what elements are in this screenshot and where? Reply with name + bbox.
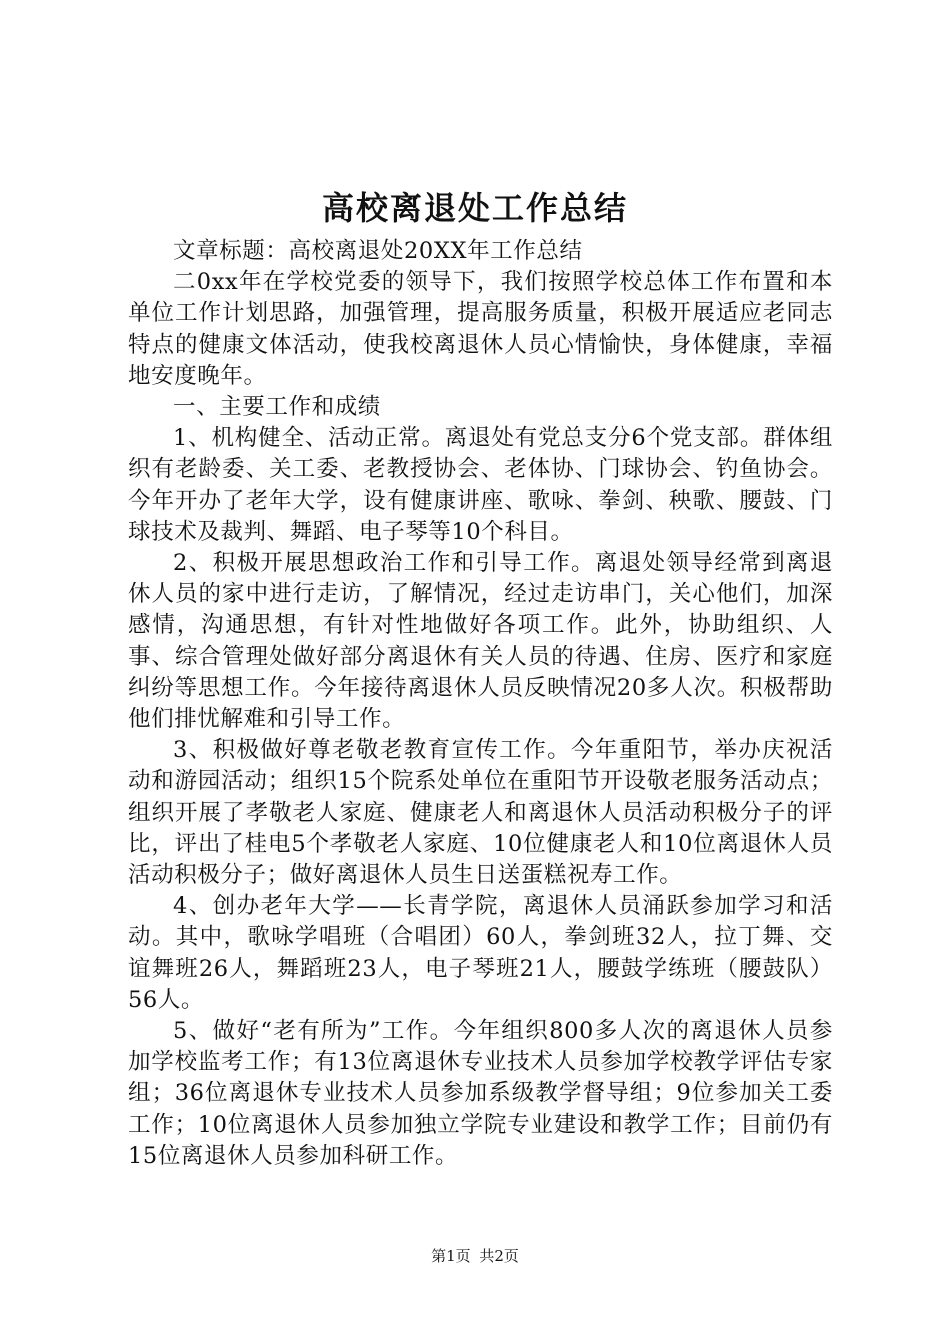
paragraph-item-2: 2、积极开展思想政治工作和引导工作。离退处领导经常到离退休人员的家中进行走访，了解情况，经过走访串门，关心他们，加深感情，沟通思想，有针对性地做好各项工作。此外，协助组织、人事、综合管理处做好部分离退休有关人员的待遇、住房、医疗和家庭纠纷等思想工作。今年接待离退休人员反映情况20多人次。积极帮助他们排忧解难和引导工作。	[128, 550, 833, 733]
paragraph-article-title: 文章标题：高校离退处20XX年工作总结	[173, 238, 583, 264]
paragraph-item-5: 5、做好“老有所为”工作。今年组织800多人次的离退休人员参加学校监考工作；有13位离退休专业技术人员参加学校教学评估专家组；36位离退休专业技术人员参加系级教学督导组；9位参加关工委工作；10位离退休人员参加独立学院专业建设和教学工作；目前仍有15位离退休人员参加科研工作。	[128, 1018, 833, 1169]
paragraph-item-1: 1、机构健全、活动正常。离退处有党总支分6个党支部。群体组织有老龄委、关工委、老教授协会、老体协、门球协会、钓鱼协会。今年开办了老年大学，设有健康讲座、歌咏、拳剑、秧歌、腰鼓、门球技术及裁判、舞蹈、电子琴等10个科目。	[128, 425, 833, 545]
page-footer	[0, 1246, 950, 1266]
paragraph-intro: 二0xx年在学校党委的领导下，我们按照学校总体工作布置和本单位工作计划思路，加强管理，提高服务质量，积极开展适应老同志特点的健康文体活动，使我校离退休人员心情愉快，身体健康，幸福地安度晚年。	[128, 269, 833, 389]
page-total: 共2页	[479, 1247, 519, 1265]
document-title: 高校离退处工作总结	[321, 189, 628, 227]
page-number: 第1页	[431, 1247, 471, 1265]
document-body	[128, 236, 833, 1172]
section-heading-main-work: 一、主要工作和成绩	[173, 394, 381, 421]
paragraph-item-4: 4、创办老年大学——长青学院，离退休人员涌跃参加学习和活动。其中，歌咏学唱班（合唱团）60人，拳剑班32人，拉丁舞、交谊舞班26人，舞蹈班23人，电子琴班21人，腰鼓学练班（腰鼓队）56人。	[128, 893, 833, 1013]
paragraph-item-3: 3、积极做好尊老敬老教育宣传工作。今年重阳节，举办庆祝活动和游园活动；组织15个院系处单位在重阳节开设敬老服务活动点；组织开展了孝敬老人家庭、健康老人和离退休人员活动积极分子的评比，评出了桂电5个孝敬老人家庭、10位健康老人和10位离退休人员活动积极分子；做好离退休人员生日送蛋糕祝寿工作。	[128, 737, 833, 889]
